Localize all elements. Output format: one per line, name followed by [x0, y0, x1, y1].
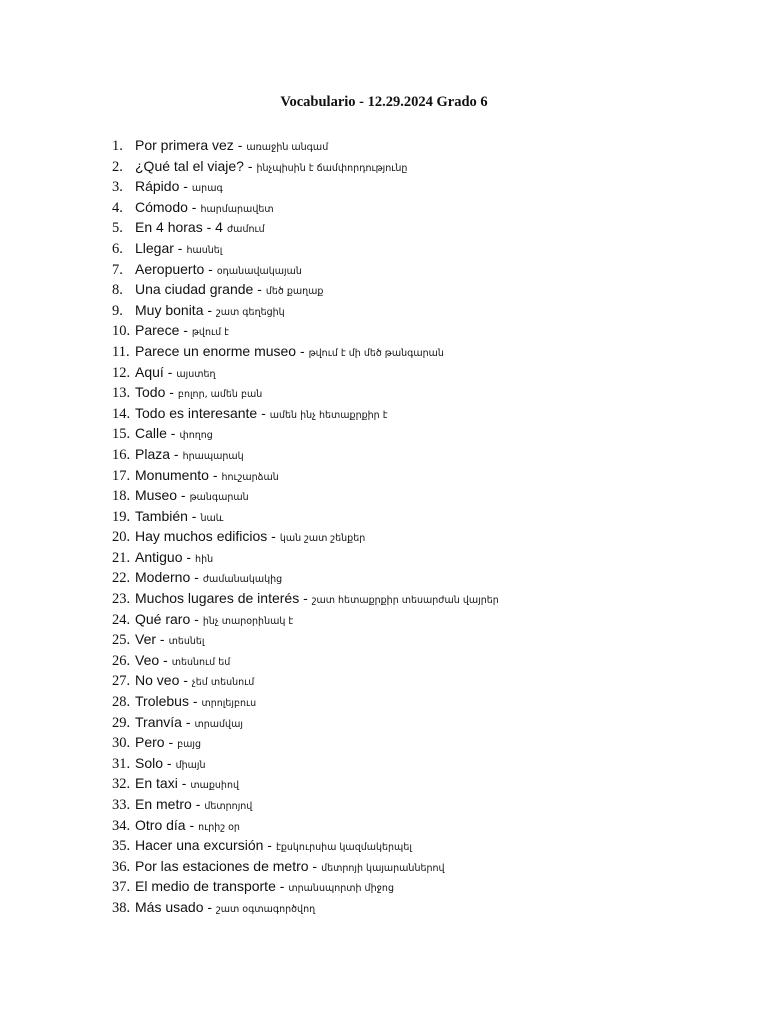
item-number: 13.	[112, 385, 131, 402]
spanish-term: Más usado -	[135, 898, 213, 915]
item-number: 6.	[112, 240, 123, 257]
spanish-term: En 4 horas - 4	[135, 219, 223, 236]
item-number: 4.	[112, 199, 123, 216]
vocabulary-item	[112, 279, 499, 300]
armenian-translation: շատ օգտագործվող	[216, 903, 316, 915]
vocabulary-item	[112, 876, 499, 897]
armenian-translation: մետրոյով	[204, 801, 253, 812]
vocabulary-item	[112, 856, 499, 877]
spanish-term: Una ciudad grande -	[135, 281, 262, 298]
vocabulary-item	[112, 341, 499, 362]
armenian-translation: ինչ տարօրինակ է	[202, 615, 294, 627]
vocabulary-item	[112, 588, 499, 609]
item-number: 17.	[112, 467, 131, 484]
vocabulary-item	[112, 670, 499, 691]
item-number: 21.	[112, 549, 131, 566]
armenian-translation: էքսկուրսիա կազմակերպել	[275, 842, 412, 854]
vocabulary-item	[112, 320, 499, 341]
armenian-translation: հուշարձան	[221, 471, 279, 483]
vocabulary-item	[112, 609, 499, 630]
item-number: 29.	[112, 714, 131, 731]
armenian-translation: թվում է մի մեծ թանգարան	[308, 347, 444, 359]
vocabulary-item	[112, 485, 499, 506]
spanish-term: Veo -	[135, 651, 168, 668]
armenian-translation: թանգարան	[189, 492, 249, 504]
armenian-translation: հասնել	[186, 244, 223, 256]
vocabulary-item	[112, 135, 499, 156]
armenian-translation: օդանավակայան	[216, 265, 302, 277]
spanish-term: Llegar -	[135, 239, 183, 256]
item-number: 32.	[112, 776, 131, 793]
item-number: 33.	[112, 797, 131, 813]
item-number: 10.	[112, 323, 131, 340]
armenian-translation: ժամանակակից	[202, 574, 283, 586]
vocabulary-item	[112, 362, 499, 383]
armenian-translation: նաև	[200, 512, 224, 524]
spanish-term: Tranvía -	[135, 713, 191, 730]
spanish-term: Muy bonita -	[135, 301, 213, 318]
item-number: 20.	[112, 529, 131, 546]
item-number: 27.	[112, 673, 131, 690]
armenian-translation: առաջին անգամ	[246, 142, 329, 153]
vocabulary-item	[112, 650, 499, 671]
armenian-translation: տրոլեյբուս	[201, 698, 257, 710]
item-number: 30.	[112, 735, 131, 752]
spanish-term: Pero -	[135, 734, 174, 751]
armenian-translation: մետրոյի կայարաններով	[321, 862, 445, 874]
item-number: 23.	[112, 591, 131, 608]
item-number: 11.	[112, 343, 130, 360]
armenian-translation: կան շատ շենքեր	[279, 533, 366, 545]
vocabulary-item	[112, 567, 499, 588]
vocabulary-item	[112, 629, 499, 650]
armenian-translation: բոլոր, ամեն բան	[177, 389, 263, 401]
item-number: 22.	[112, 570, 131, 587]
spanish-term: Plaza -	[135, 445, 179, 462]
spanish-term: Aquí -	[135, 363, 173, 380]
vocabulary-item	[112, 423, 499, 444]
spanish-term: Qué raro -	[135, 610, 199, 627]
item-number: 24.	[112, 611, 131, 628]
armenian-translation: շատ հետաքրքիր տեսարժան վայրեր	[311, 595, 499, 607]
vocabulary-item	[112, 259, 499, 280]
item-number: 8.	[112, 282, 123, 299]
spanish-term: Aeropuerto -	[135, 260, 213, 277]
vocabulary-item	[112, 691, 499, 712]
spanish-term: También -	[135, 507, 197, 524]
vocabulary-item	[112, 753, 499, 774]
spanish-term: Otro día -	[135, 816, 195, 833]
vocabulary-item	[112, 732, 499, 753]
vocabulary-item	[112, 382, 499, 403]
armenian-translation: տեսնում եմ	[171, 656, 231, 668]
armenian-translation: ինչպիսին է ճամփորդությունը	[256, 162, 408, 174]
item-number: 12.	[112, 364, 131, 381]
armenian-translation: այստեղ	[176, 368, 216, 380]
armenian-translation: արագ	[191, 183, 223, 195]
vocabulary-item	[112, 156, 499, 177]
item-number: 9.	[112, 302, 123, 319]
item-number: 2.	[112, 158, 123, 175]
spanish-term: Trolebus -	[135, 693, 198, 710]
item-number: 35.	[112, 838, 131, 855]
vocabulary-item	[112, 815, 499, 836]
vocabulary-item	[112, 238, 499, 259]
spanish-term: Por primera vez -	[135, 137, 243, 153]
item-number: 28.	[112, 694, 131, 711]
spanish-term: Hay muchos edificios -	[135, 528, 276, 545]
spanish-term: Parece -	[135, 322, 188, 339]
vocabulary-item	[112, 217, 499, 238]
item-number: 15.	[112, 426, 131, 443]
item-number: 31.	[112, 755, 131, 772]
vocabulary-item	[112, 835, 499, 856]
item-number: 7.	[112, 261, 123, 278]
item-number: 34.	[112, 817, 131, 834]
vocabulary-item	[112, 897, 499, 918]
armenian-translation: տաքսիով	[190, 780, 239, 792]
spanish-term: En taxi -	[135, 775, 187, 792]
item-number: 14.	[112, 405, 131, 422]
vocabulary-item	[112, 176, 499, 197]
armenian-translation: փողոց	[179, 430, 213, 442]
spanish-term: El medio de transporte -	[135, 878, 285, 895]
spanish-term: Todo es interesante -	[135, 404, 266, 421]
spanish-term: Parece un enorme museo -	[135, 342, 305, 359]
spanish-term: Por las estaciones de metro -	[135, 857, 318, 874]
spanish-term: Monumento -	[135, 466, 218, 483]
armenian-translation: շատ գեղեցիկ	[216, 306, 285, 318]
spanish-term: Museo -	[135, 487, 186, 504]
item-number: 26.	[112, 652, 131, 669]
vocabulary-item	[112, 547, 499, 568]
armenian-translation: հին	[195, 553, 214, 565]
item-number: 19.	[112, 508, 131, 525]
armenian-translation: միայն	[175, 759, 206, 771]
spanish-term: No veo -	[135, 672, 188, 689]
spanish-term: Antiguo -	[135, 548, 192, 565]
armenian-translation: ժամում	[226, 224, 265, 236]
item-number: 1.	[112, 138, 123, 154]
page-title: Vocabulario - 12.29.2024 Grado 6	[280, 94, 488, 110]
spanish-term: Calle -	[135, 425, 176, 442]
spanish-term: En metro -	[135, 796, 201, 812]
vocabulary-item	[112, 773, 499, 794]
item-number: 25.	[112, 632, 131, 649]
armenian-translation: ամեն ինչ հետաքրքիր է	[269, 409, 388, 421]
spanish-term: Muchos lugares de interés -	[135, 590, 308, 607]
vocabulary-item	[112, 465, 499, 486]
spanish-term: Cómodo -	[135, 198, 197, 215]
item-number: 16.	[112, 446, 131, 463]
vocabulary-item	[112, 506, 499, 527]
spanish-term: Solo -	[135, 754, 172, 771]
item-number: 5.	[112, 220, 123, 237]
spanish-term: Todo -	[135, 384, 174, 401]
armenian-translation: թվում է	[191, 327, 230, 339]
item-number: 18.	[112, 488, 131, 505]
spanish-term: Hacer una excursión -	[135, 837, 272, 854]
vocabulary-item	[112, 526, 499, 547]
item-number: 37.	[112, 879, 131, 896]
spanish-term: Rápido -	[135, 178, 188, 195]
armenian-translation: մեծ քաղաք	[265, 286, 324, 298]
spanish-term: Moderno -	[135, 569, 199, 586]
vocabulary-list	[112, 135, 499, 918]
armenian-translation: տրանսպորտի միջոց	[288, 883, 394, 895]
item-number: 3.	[112, 179, 123, 196]
vocabulary-item	[112, 300, 499, 321]
vocabulary-item	[112, 444, 499, 465]
armenian-translation: տեսնել	[168, 636, 205, 648]
vocabulary-item	[112, 794, 499, 815]
armenian-translation: հրապարակ	[182, 450, 244, 462]
vocabulary-item	[112, 403, 499, 424]
vocabulary-item	[112, 197, 499, 218]
armenian-translation: հարմարավետ	[200, 203, 274, 215]
item-number: 38.	[112, 899, 131, 916]
armenian-translation: չեմ տեսնում	[191, 677, 255, 689]
spanish-term: Ver -	[135, 631, 165, 648]
armenian-translation: ուրիշ օր	[198, 821, 240, 833]
armenian-translation: բայց	[177, 739, 201, 751]
item-number: 36.	[112, 858, 131, 875]
spanish-term: ¿Qué tal el viaje? -	[135, 157, 253, 174]
armenian-translation: տրամվայ	[194, 718, 243, 730]
vocabulary-item	[112, 712, 499, 733]
